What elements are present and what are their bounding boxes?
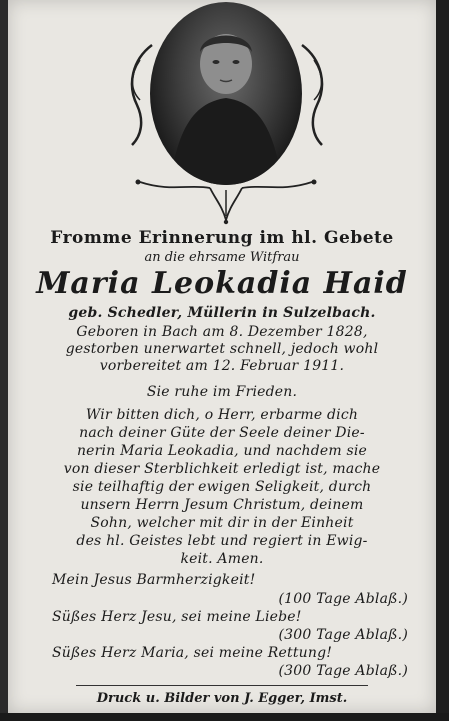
printer-credit: Druck u. Bilder von J. Egger, Imst. — [96, 691, 348, 706]
indulgence-note: (100 Tage Ablaß.) — [278, 591, 408, 607]
invocation-text: Süßes Herz Jesu, sei meine Liebe! — [52, 609, 302, 625]
prayer-line: unsern Herrn Jesum Christum, deinem — [80, 497, 364, 513]
prayer-line: des hl. Geistes lebt und regiert in Ewig- — [76, 533, 368, 549]
indulgence-note: (300 Tage Ablaß.) — [278, 627, 408, 643]
heading: Fromme Erinnerung im hl. Gebete — [50, 228, 394, 248]
invocation-text: Süßes Herz Maria, sei meine Rettung! — [52, 645, 333, 661]
card-edge-shadow — [436, 0, 449, 721]
prayer-line: Wir bitten dich, o Herr, erbarme dich — [85, 407, 359, 423]
card-text — [8, 0, 436, 713]
subheading: an die ehrsame Witfrau — [144, 250, 300, 265]
indulgence-note: (300 Tage Ablaß.) — [278, 663, 408, 679]
prayer-line: nerin Maria Leokadia, und nachdem sie — [76, 443, 368, 459]
prayer-line: keit. Amen. — [180, 551, 264, 567]
birth-line: Geboren in Bach am 8. Dezember 1828, — [76, 324, 368, 340]
rest-line: Sie ruhe im Frieden. — [146, 384, 298, 400]
maiden-name: geb. Schedler, Müllerin in Sulzelbach. — [68, 305, 376, 321]
prayer-line: Sohn, welcher mit dir in der Einheit — [90, 515, 354, 531]
prepared-line: vorbereitet am 12. Februar 1911. — [99, 358, 345, 374]
footer-divider — [76, 685, 368, 686]
prayer-line: sie teilhaftig der ewigen Seligkeit, durch — [72, 479, 372, 495]
invocation-text: Mein Jesus Barmherzigkeit! — [52, 572, 256, 588]
prayer-line: nach deiner Güte der Seele deiner Die- — [79, 425, 365, 441]
death-line: gestorben unerwartet schnell, jedoch wohl — [65, 341, 379, 357]
prayer-line: von dieser Sterblichkeit erledigt ist, mache — [63, 461, 381, 477]
card-bottom-shadow — [0, 713, 449, 721]
deceased-name: Maria Leokadia Haid — [36, 266, 408, 301]
